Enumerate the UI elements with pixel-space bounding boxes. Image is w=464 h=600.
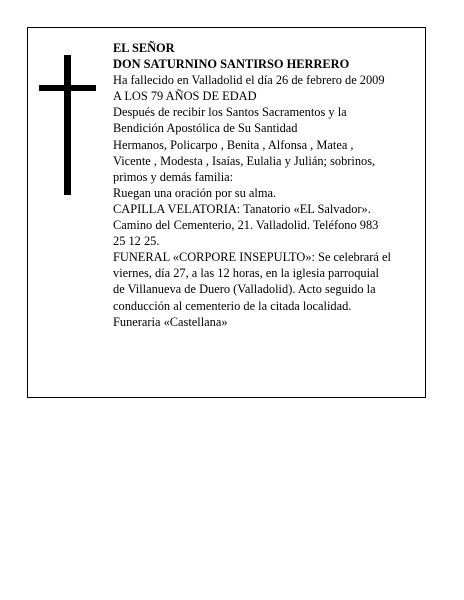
- wake-line-2: Camino del Cementerio, 21. Valladolid. Teléfono 983: [113, 218, 379, 233]
- family-line-2: Vicente , Modesta , Isaías, Eulalia y Julián; sobrinos,: [113, 153, 376, 168]
- sacraments-line-2: Bendición Apostólica de Su Santidad: [113, 121, 298, 136]
- funeral-line-4: conducción al cementerio de la citada localidad.: [113, 298, 352, 313]
- funeral-line-3: de Villanueva de Duero (Valladolid). Acto seguido la: [113, 282, 376, 297]
- death-statement: Ha fallecido en Valladolid el día 26 de febrero de 2009: [113, 73, 385, 88]
- deceased-title: EL SEÑOR: [113, 41, 175, 55]
- deceased-name: DON SATURNINO SANTIRSO HERRERO: [113, 57, 350, 72]
- family-line-1: Hermanos, Policarpo , Benita , Alfonsa , Matea ,: [113, 137, 354, 152]
- funeral-home: Funeraria «Castellana»: [113, 314, 228, 329]
- obituary-text: [113, 40, 428, 330]
- age-statement: A LOS 79 AÑOS DE EDAD: [113, 89, 257, 104]
- sacraments-line-1: Después de recibir los Santos Sacramentos y la: [113, 105, 347, 120]
- funeral-line-2: viernes, día 27, a las 12 horas, en la iglesia parroquial: [113, 266, 379, 281]
- wake-line-1: CAPILLA VELATORIA: Tanatorio «EL Salvador».: [113, 201, 371, 216]
- wake-line-3: 25 12 25.: [113, 234, 160, 249]
- family-line-3: primos y demás familia:: [113, 169, 234, 184]
- prayer-request: Ruegan una oración por su alma.: [113, 185, 277, 200]
- funeral-line-1: FUNERAL «CORPORE INSEPULTO»: Se celebrará el: [113, 250, 391, 265]
